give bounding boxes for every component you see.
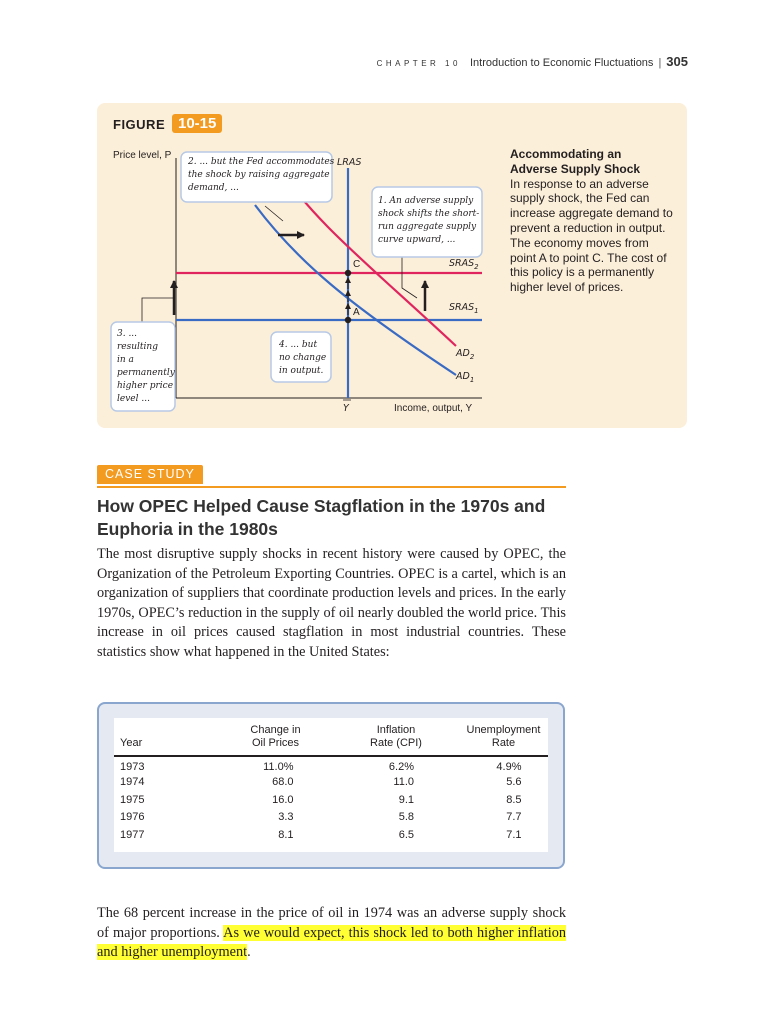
header-inflation: Inflation Rate (CPI) xyxy=(333,718,459,756)
x-axis-label: Income, output, Y xyxy=(394,403,473,414)
svg-text:3. ... resulting: 3. ... resulting in a permanently higher price level ... xyxy=(117,329,175,404)
y-axis-label: Price level, P xyxy=(113,150,172,161)
cell-oil-change: 16.0 xyxy=(272,793,294,806)
point-c-label: C xyxy=(353,259,361,270)
cell-inflation: 6.2% xyxy=(388,761,414,774)
highlighted-text: As we would expect, this shock led to both higher inflation and higher unemployment xyxy=(97,924,566,960)
cell-year: 1976 xyxy=(120,811,145,824)
cell-year: 1973 xyxy=(120,761,145,774)
point-a-label: A xyxy=(353,307,360,318)
cell-unemployment: 7.1 xyxy=(506,828,522,841)
header-year: Year xyxy=(114,718,218,756)
ad2-label: $AD_2$ xyxy=(456,348,475,361)
callout-fed-accommodates xyxy=(181,152,337,202)
figure-label: FIGURE xyxy=(113,117,166,132)
cell-inflation: 6.5 xyxy=(398,828,414,841)
statistics-table-frame xyxy=(97,702,565,869)
table-row xyxy=(114,756,548,774)
case-study-rule xyxy=(97,486,566,488)
cell-oil-change: 3.3 xyxy=(278,811,294,824)
figure-panel xyxy=(97,103,687,428)
ad1-label: $AD_1$ xyxy=(456,371,475,384)
svg-text:1. An adverse supply s: 1. An adverse supply shock shifts the short- run aggregate supply curve upward, ... xyxy=(378,196,480,245)
case-study-paragraph-1: The most disruptive supply shocks in recent history were caused by OPEC, the Organization of the Petroleum Exporting Countries. OPEC is a cartel, which is an organization of suppliers that coordinate production levels and prices. In the early 1970s, OPEC’s reduction in the supply of oil nearly doubled the world price. This increase in oil prices caused stagflation in most industrial countries. These statistics show what happened in the United States: xyxy=(97,546,566,660)
table-row xyxy=(114,774,548,792)
point-c-dot xyxy=(345,270,351,276)
cell-unemployment: 5.6 xyxy=(506,776,522,789)
point-a-dot xyxy=(345,317,351,323)
table-row xyxy=(114,791,548,809)
ybar-label: Y xyxy=(343,403,349,414)
cell-inflation: 11.0 xyxy=(393,776,414,789)
table-header-row xyxy=(114,718,548,756)
case-study-paragraph-2 xyxy=(97,904,566,963)
paragraph2-plain: The 68 percent increase in the price of oil in 1974 was an adverse supply shock of major proportions. xyxy=(97,905,566,941)
sras2-label: $SRAS_2$ xyxy=(449,258,479,271)
running-head xyxy=(377,54,688,69)
cell-oil-change: 8.1 xyxy=(278,828,294,841)
cell-year: 1977 xyxy=(120,828,145,841)
case-study-title: How OPEC Helped Cause Stagflation in the 1970s and Euphoria in the 1980s xyxy=(97,496,546,539)
callout1-leader xyxy=(402,257,417,298)
caption-title-line1: Accommodating an xyxy=(510,147,622,161)
caption-title-line2: Adverse Supply Shock xyxy=(510,161,641,176)
chapter-title: Introduction to Economic Fluctuations xyxy=(470,57,654,69)
callout-adverse-supply-shock xyxy=(372,187,482,257)
cell-year: 1974 xyxy=(120,776,145,789)
statistics-table xyxy=(114,718,548,844)
paragraph2-end: . xyxy=(247,944,251,960)
chapter-label: CHAPTER 10 xyxy=(376,59,461,68)
callout2-leader xyxy=(265,206,283,221)
header-oil-prices: Change in Oil Prices xyxy=(218,718,333,756)
header-divider: | xyxy=(658,57,662,69)
cell-inflation: 9.1 xyxy=(398,793,414,806)
figure-number: 10-15 xyxy=(172,114,222,133)
cell-unemployment: 7.7 xyxy=(506,811,522,824)
cell-unemployment: 8.5 xyxy=(506,793,522,806)
cell-oil-change: 11.0% xyxy=(263,761,294,774)
cell-year: 1975 xyxy=(120,793,145,806)
cell-unemployment: 4.9% xyxy=(496,761,522,774)
table-row xyxy=(114,809,548,827)
callout3-leader xyxy=(142,298,174,323)
callout-no-change-output xyxy=(271,332,331,382)
callout-higher-price-level xyxy=(111,322,178,411)
svg-text:4. ... but no change: 4. ... but no change in output. xyxy=(279,340,327,376)
lras-label: LRAS xyxy=(337,157,362,168)
cell-oil-change: 68.0 xyxy=(272,776,294,789)
case-study-tag: CASE STUDY xyxy=(97,465,203,484)
page-number: 305 xyxy=(666,54,688,69)
table-row xyxy=(114,826,548,844)
svg-text:2. ... but the Fed accommodate: 2. ... but the Fed accommodates the shock by raising aggregate demand, ... xyxy=(188,157,335,193)
sras1-label: $SRAS_1$ xyxy=(449,302,479,315)
header-unemployment: Unemployment Rate xyxy=(459,718,548,756)
figure-caption xyxy=(510,147,675,295)
statistics-table-panel xyxy=(114,718,548,852)
caption-body: In response to an adverse supply shock, the Fed can increase aggregate demand to prevent a reduction in output. The economy moves from point A to point C. The cost of this policy is a permanently higher level of prices. xyxy=(510,176,673,295)
cell-inflation: 5.8 xyxy=(398,811,414,824)
